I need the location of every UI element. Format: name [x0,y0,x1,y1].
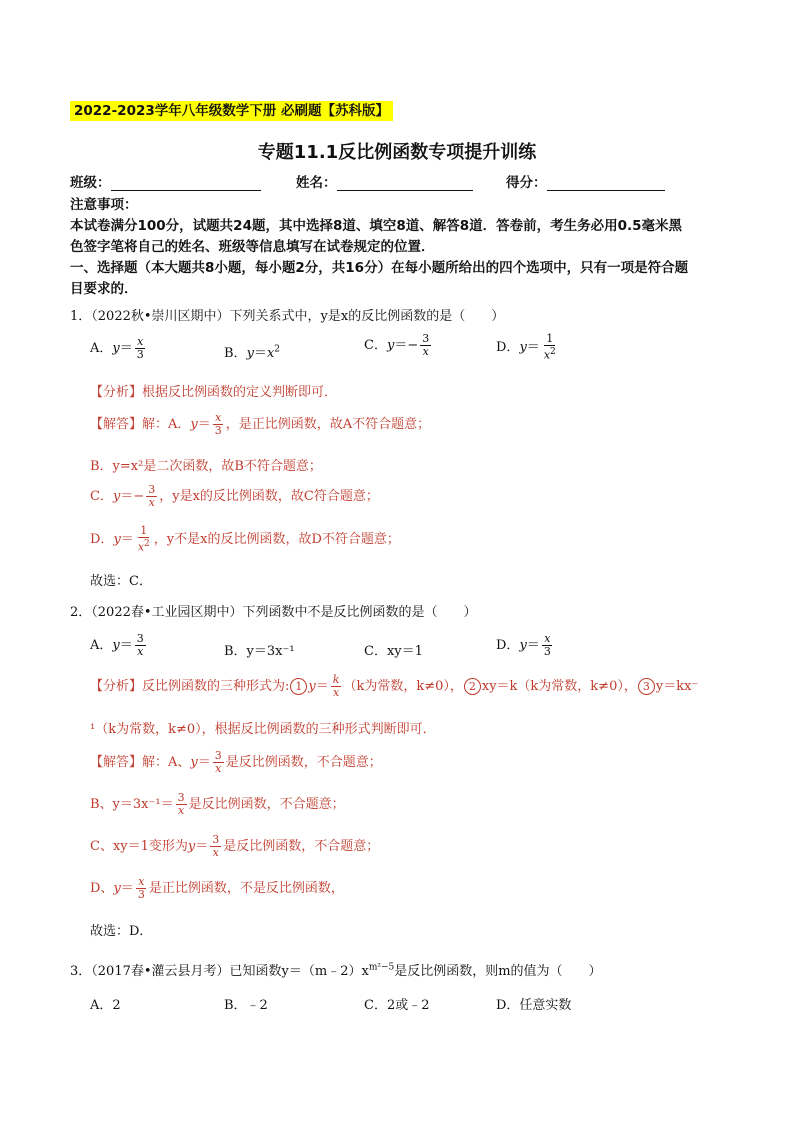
class-blank[interactable] [111,176,261,191]
q2-option-c: C．xy＝1 [364,644,423,659]
notice-line-2: 色签字笔将自己的姓名、班级等信息填写在试卷规定的位置． [70,239,435,255]
section-heading-2: 目要求的． [70,281,138,297]
q2-stem: 2．（2022春•工业园区期中）下列函数中不是反比例函数的是（ ） [70,605,477,620]
class-field [70,171,261,191]
q2-answer-b: B、y＝3x⁻¹＝ $\frac{3}{x}$ 是反比例函数，不合题意； [90,791,345,817]
q1-choice: 故选：C． [90,574,152,589]
answer-tag: 【解答】 [90,755,143,770]
q1-option-a: A．y＝ $\frac{x}{3}$ [90,335,144,361]
series-banner: 2022-2023学年八年级数学下册 必刷题【苏科版】 [70,101,393,121]
analysis-tag: 【分析】 [90,679,143,694]
q2-answer-d: D、y＝ $\frac{x}{3}$ 是正比例函数，不是反比例函数， [90,875,344,901]
q3-option-a: A．2 [90,998,121,1013]
score-label: 得分： [506,175,547,191]
class-label: 班级： [70,175,111,191]
q1-answer-b: B．y=x²是二次函数，故B不符合题意； [90,459,322,474]
q1-answer-c: C．y＝− $\frac{3}{x}$ ，y是x的反比例函数，故C符合题意； [90,483,379,509]
q1-answer-d: D．y＝ $\frac{1}{x^2}$ ，y不是x的反比例函数，故D不符合题意； [90,524,400,554]
name-field [296,171,473,191]
q2-answer-c: C、xy＝1变形为y＝ $\frac{3}{x}$ 是反比例函数，不合题意； [90,833,380,859]
q1-stem: 1．（2022秋•崇川区期中）下列关系式中，y是x的反比例函数的是（ ） [70,309,505,324]
name-label: 姓名： [296,175,337,191]
q3-exponent: m²−5 [368,962,395,973]
name-blank[interactable] [337,176,473,191]
q2-option-b: B．y＝3x⁻¹ [224,644,295,659]
score-field [506,171,665,191]
q1-option-b: B．$y=x^2$ [224,344,281,361]
q2-option-a: A．y＝ $\frac{3}{x}$ [90,632,144,658]
q2-option-d: D．y＝ $\frac{x}{3}$ [496,632,551,658]
analysis-tag: 【分析】 [90,385,143,400]
page-title: 专题11.1反比例函数专项提升训练 [257,142,537,163]
q1-analysis: 【分析】根据反比例函数的定义判断即可． [90,385,338,400]
section-heading-1: 一、选择题（本大题共8小题，每小题2分，共16分）在每小题所给出的四个选项中，只有一项是符合题 [70,260,689,276]
notice-heading: 注意事项： [70,197,138,213]
q3-stem: 3．（2017春•灌云县月考）已知函数$y=(m﹣2)x^{m^2-5}$是反比例函数，则m的值为（ ） [70,962,602,979]
q2-analysis: 【分析】反比例函数的三种形式为: 1 y＝ $\frac{k}{x}$ （k为常数，k≠0）， 2 xy＝k（k为常数，k≠0）， 3 y＝kx⁻ [90,673,699,699]
q1-option-d: D．y＝ $\frac{1}{x^2}$ [496,332,556,362]
q2-choice: 故选：D． [90,924,153,939]
q3-option-b: B．﹣2 [224,998,268,1013]
q1-option-c: C．y＝− $\frac{3}{x}$ [364,332,430,358]
score-blank[interactable] [547,176,665,191]
q2-answer-a: 【解答】解：A、y＝ $\frac{3}{x}$ 是反比例函数，不合题意； [90,749,382,775]
notice-line-1: 本试卷满分100分，试题共24题，其中选择8道、填空8道、解答8道．答卷前，考生务必用0.5毫米黑 [70,218,683,234]
answer-tag: 【解答】 [90,417,143,432]
q3-option-c: C．2或﹣2 [364,998,430,1013]
q1-answer-a: 【解答】解：A．y＝ $\frac{x}{3}$ ，是正比例函数，故A不符合题意； [90,411,431,437]
q3-option-d: D．任意实数 [496,998,572,1013]
q2-analysis-line-2: ¹（k为常数，k≠0），根据反比例函数的三种形式判断即可． [90,722,436,737]
